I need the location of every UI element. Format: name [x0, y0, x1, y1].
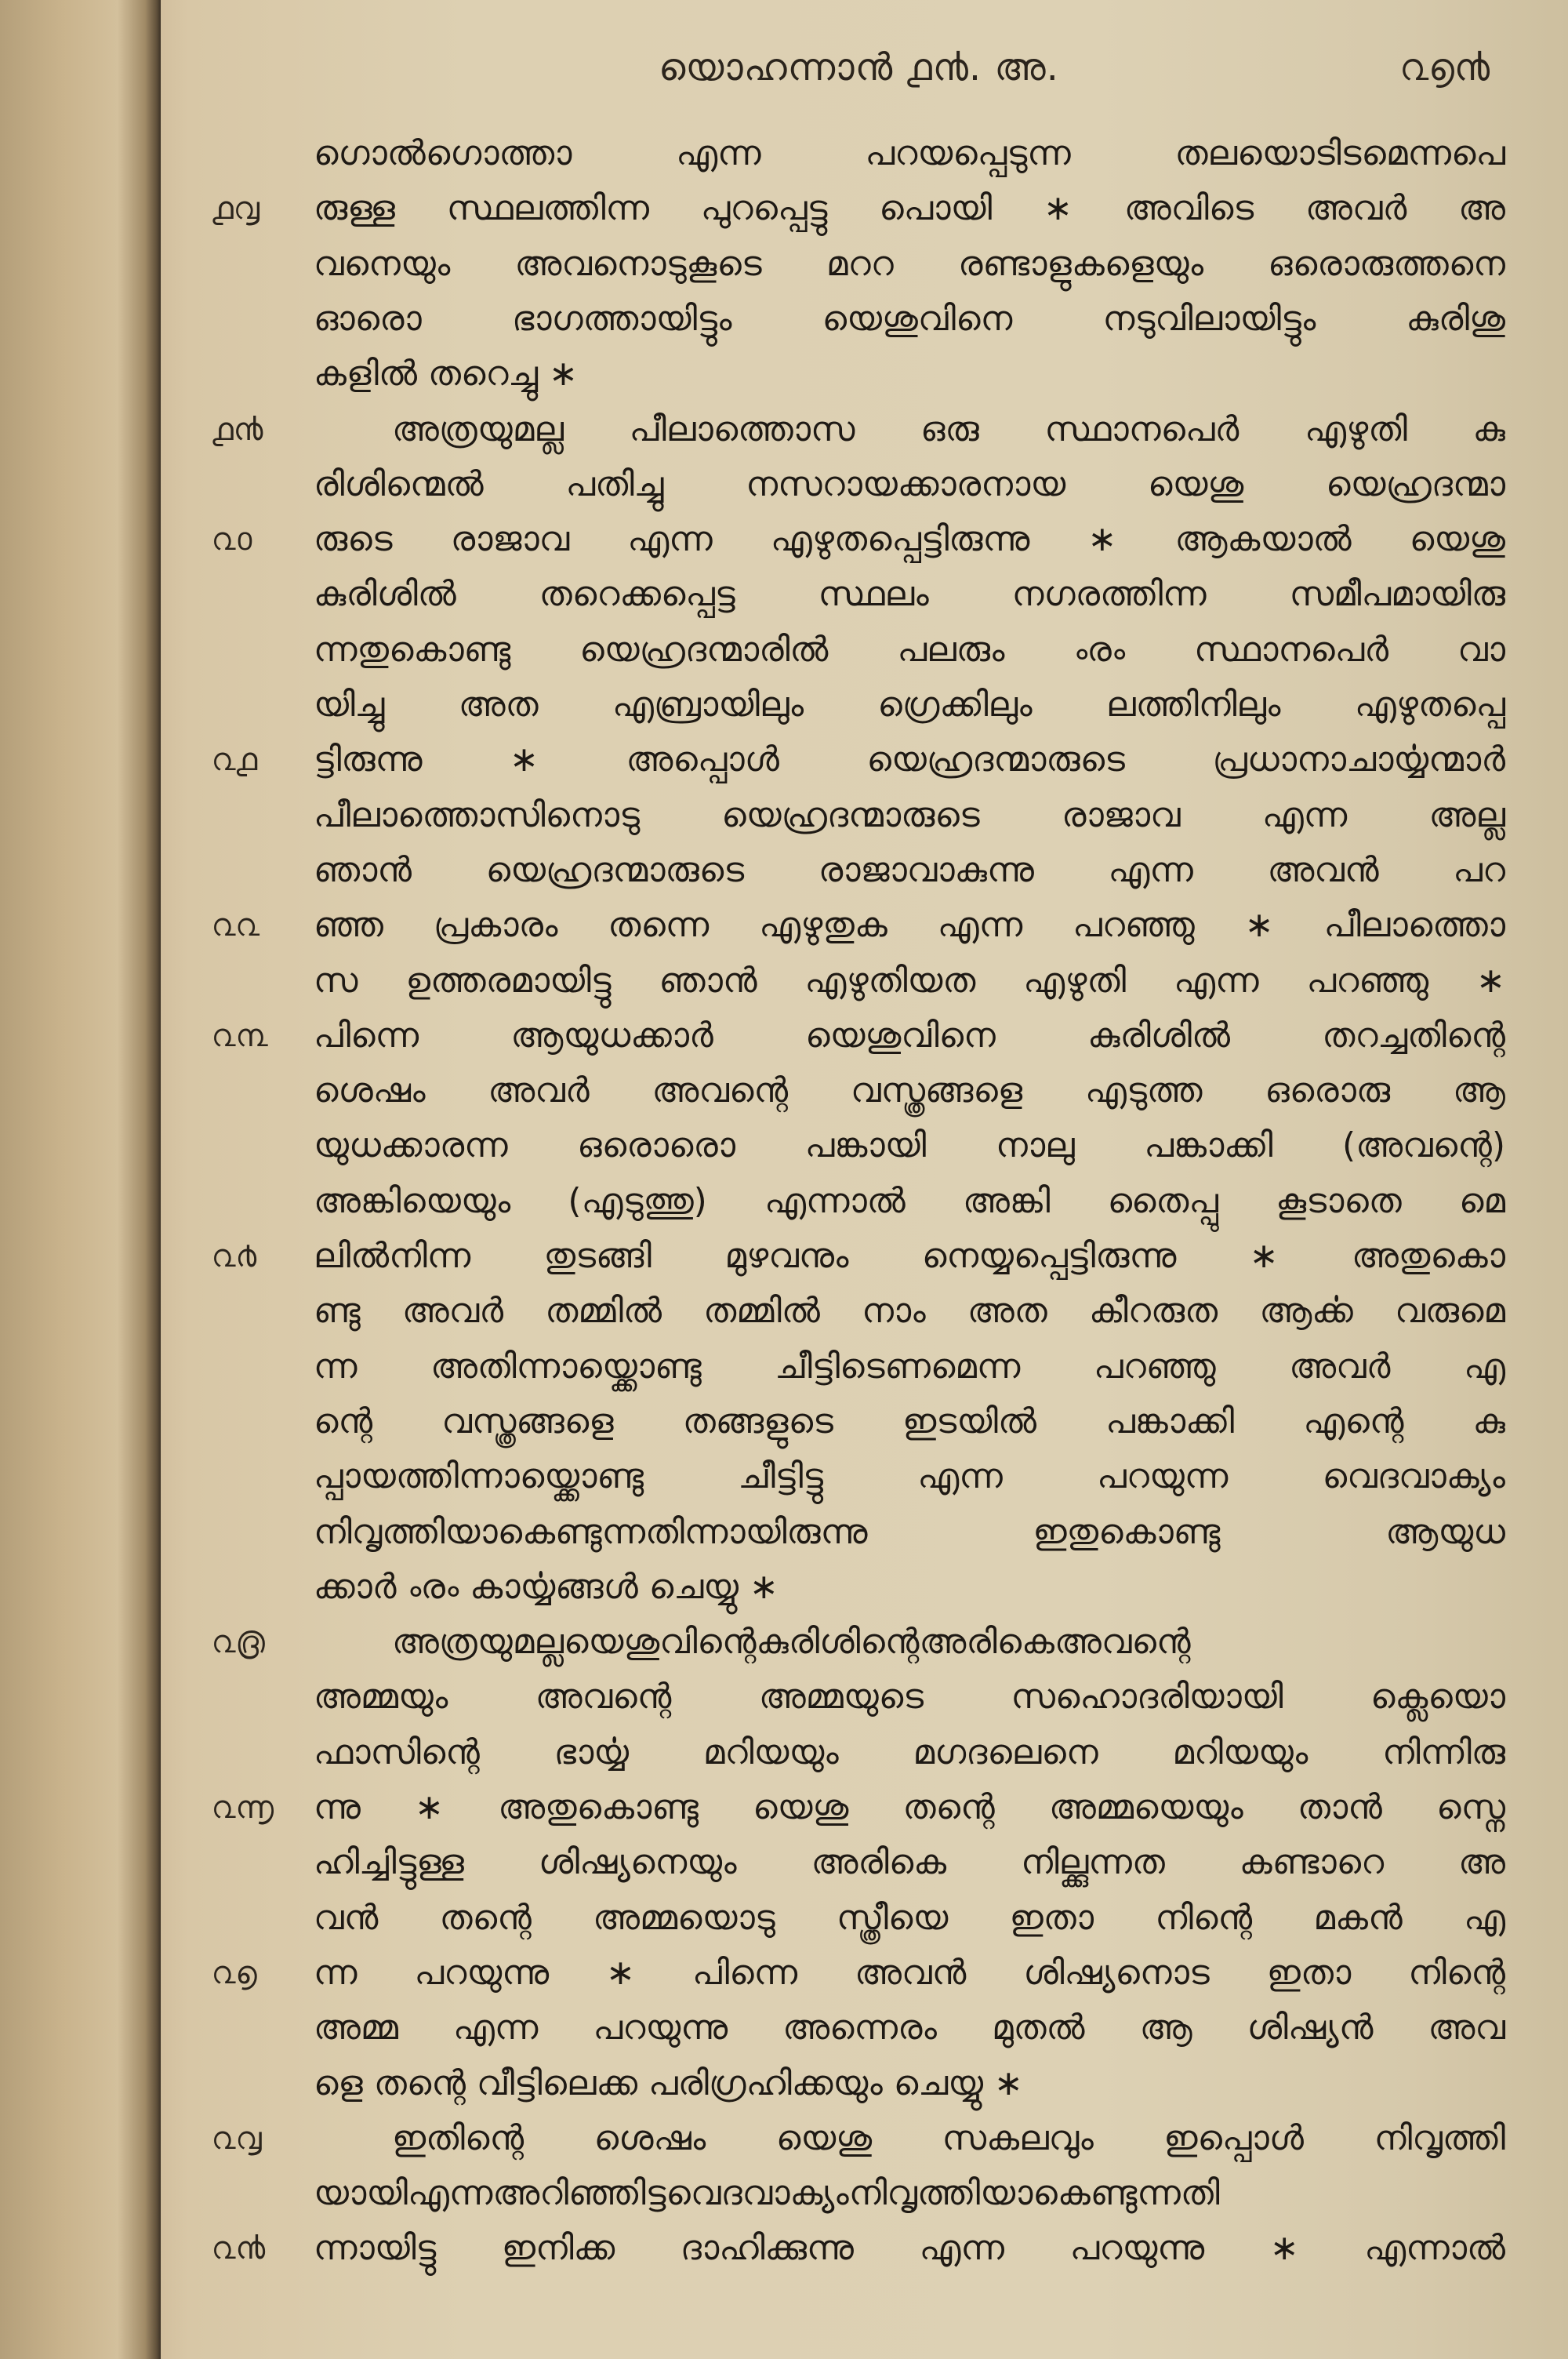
line-text: കളിൽ തറെച്ചു ∗	[314, 354, 578, 394]
line-text: ന്നതുകൊണ്ടു യെഹ്രദന്മാരിൽ പലരും ൟ സ്ഥാനപെർ വാ	[314, 630, 1505, 670]
line-text: ന്നായിട്ടു ഇനിക്ക ദാഹിക്കുന്നു എന്ന പറയുന്നു ∗ എന്നാൽ	[314, 2228, 1505, 2268]
line-text: ഗൊൽഗൊത്താ എന്ന പറയപ്പെടുന്ന തലയൊടിടമെന്നപെ	[314, 133, 1505, 173]
line-text: രുള്ള സ്ഥലത്തിന്ന പുറപ്പെട്ടു പൊയി ∗ അവിടെ അവർ അ	[314, 188, 1505, 228]
line-text: അത്രയുമല്ലയെശുവിന്റെകുരിശിന്റെഅരികെഅവന്റെ	[392, 1622, 1191, 1662]
verse-number: ൨൪	[212, 1238, 257, 1274]
line-text: ഫാസിന്റെ ഭാൎയ്യ മറിയയും മഗദലെനെ മറിയയും നിന്നിരു	[314, 1732, 1505, 1772]
verse-number: ൧൮	[212, 191, 260, 227]
verse-number: ൨൨	[212, 907, 260, 943]
line-text: ട്ടിരുന്നു ∗ അപ്പൊൾ യെഹ്രദന്മാരുടെ പ്രധാനാചാൎയ്യന്മാർ	[314, 740, 1505, 780]
verse-number: ൨൩	[212, 1018, 268, 1054]
line-text: സ ഉത്തരമായിട്ടു ഞാൻ എഴുതിയത എഴുതി എന്ന പറഞ്ഞു ∗	[314, 961, 1505, 1001]
verse-number: ൨൦	[212, 522, 252, 558]
line-text: അമ്മയും അവന്റെ അമ്മയുടെ സഹൊദരിയായി ക്ലെയൊ	[314, 1677, 1505, 1717]
line-text: കുരിശിൽ തറെക്കപ്പെട്ട സ്ഥലം നഗരത്തിന്ന സമീപമായിരു	[314, 574, 1505, 614]
line-text: പീലാത്തൊസിനൊടു യെഹ്രദന്മാരുടെ രാജാവ എന്ന അല്ല	[314, 795, 1505, 835]
line-text: ന്ന പറയുന്നു ∗ പിന്നെ അവൻ ശിഷ്യനൊട ഇതാ നിന്റെ	[314, 1953, 1505, 1993]
line-text: രിശിന്മെൽ പതിച്ചു നസറായക്കാരനായ യെശു യെഹ്രദന്മാ	[314, 464, 1505, 504]
line-text: ണ്ടു അവർ തമ്മിൽ തമ്മിൽ നാം അത കീറരുത ആൎക്ക വരുമെ	[314, 1291, 1505, 1331]
line-text: പ്പായത്തിന്നായ്ക്കൊണ്ടു ചീട്ടിട്ടു എന്ന പറയുന്ന വെദവാക്യം	[314, 1456, 1505, 1496]
line-text: ഹിച്ചിട്ടുള്ള ശിഷ്യനെയും അരികെ നില്ക്കുന്നത കണ്ടാറെ അ	[314, 1842, 1505, 1882]
line-text: യിച്ചു അത എബ്രായിലും ഗ്രെക്കിലും ലത്തിനിലും എഴുതപ്പെ	[314, 685, 1505, 725]
line-text: ക്കാർ ൟ കാൎയ്യങ്ങൾ ചെയ്യു ∗	[314, 1567, 779, 1607]
line-text: ഞാൻ യെഹ്രദന്മാരുടെ രാജാവാകുന്നു എന്ന അവൻ പറ	[314, 850, 1505, 890]
line-text: ശെഷം അവർ അവന്റെ വസ്ത്രങ്ങളെ എടുത്ത ഒരൊരു ആ	[314, 1070, 1505, 1110]
line-text: നിവൃത്തിയാകെണ്ടുന്നതിന്നായിരുന്നു ഇതുകൊണ്ടു ആയുധ	[314, 1512, 1505, 1552]
line-text: യായിഎന്നഅറിഞ്ഞിട്ടവെദവാക്യംനിവൃത്തിയാകെണ്ടുന്നതി	[314, 2173, 1220, 2213]
line-text: ഓരൊ ഭാഗത്തായിട്ടും യെശുവിനെ നടുവിലായിട്ടും കുരിശു	[314, 299, 1505, 339]
page-header	[659, 45, 1490, 100]
verse-number: ൧൯	[212, 412, 263, 448]
facing-page-edge	[0, 0, 161, 2359]
verse-number: ൨൫	[212, 1624, 265, 1660]
verse-number: ൨൭	[212, 1955, 257, 1991]
line-text: അത്രയുമല്ല പീലാത്തൊസ ഒരു സ്ഥാനപെർ എഴുതി കു	[392, 409, 1505, 449]
line-text: ന്നു ∗ അതുകൊണ്ടു യെശു തന്റെ അമ്മയെയും താൻ സ്നെ	[314, 1787, 1505, 1827]
line-text: ന്റെ വസ്ത്രങ്ങളെ തങ്ങളുടെ ഇടയിൽ പങ്കാക്കി എന്റെ കു	[314, 1401, 1505, 1441]
verse-number: ൨൧	[212, 742, 258, 778]
verse-number: ൨൮	[212, 2121, 262, 2157]
line-text: ലിൽനിന്ന തുടങ്ങി മുഴവനും നെയ്യപ്പെട്ടിരുന്നു ∗ അതുകൊ	[314, 1236, 1505, 1276]
line-text: യുധക്കാരന്ന ഒരൊരൊ പങ്കായി നാലു പങ്കാക്കി (അവന്റെ)	[314, 1125, 1505, 1165]
line-text: പിന്നെ ആയുധക്കാർ യെശുവിനെ കുരിശിൽ തറച്ചതിന്റെ	[314, 1016, 1505, 1056]
line-text: വനെയും അവനൊടുകൂടെ മററ രണ്ടാളുകളെയും ഒരൊരുത്തനെ	[314, 244, 1505, 284]
verse-number: ൨൯	[212, 2230, 266, 2266]
line-text: ളെ തന്റെ വീട്ടിലെക്ക പരിഗ്രഹിക്കയും ചെയ്യു ∗	[314, 2063, 1023, 2103]
page-number: ൨൭൯	[1399, 45, 1490, 89]
body-text	[212, 130, 1505, 2318]
line-text: വൻ തന്റെ അമ്മയൊടു സ്ത്രീയെ ഇതാ നിന്റെ മകൻ എ	[314, 1898, 1505, 1938]
line-text: ന്ന അതിന്നായ്ക്കൊണ്ടു ചീട്ടിടെണമെന്ന പറഞ്ഞു അവർ എ	[314, 1347, 1505, 1387]
line-text: അമ്മ എന്ന പറയുന്നു അന്നെരം മുതൽ ആ ശിഷ്യൻ അവ	[314, 2008, 1505, 2048]
line-text: ഇതിന്റെ ശെഷം യെശു സകലവും ഇപ്പൊൾ നിവൃത്തി	[392, 2118, 1505, 2158]
running-title: യൊഹന്നാൻ ൧൯. അ.	[659, 45, 1059, 89]
line-text: ഞ്ഞ പ്രകാരം തന്നെ എഴുതുക എന്ന പറഞ്ഞു ∗ പീലാത്തൊ	[314, 905, 1505, 945]
verse-number: ൨൬	[212, 1790, 274, 1826]
line-text: അങ്കിയെയും (എടുത്തു) എന്നാൽ അങ്കി തൈപ്പു കൂടാതെ മെ	[314, 1181, 1505, 1221]
line-text: രുടെ രാജാവ എന്ന എഴുതപ്പെട്ടിരുന്നു ∗ ആകയാൽ യെശു	[314, 519, 1505, 559]
